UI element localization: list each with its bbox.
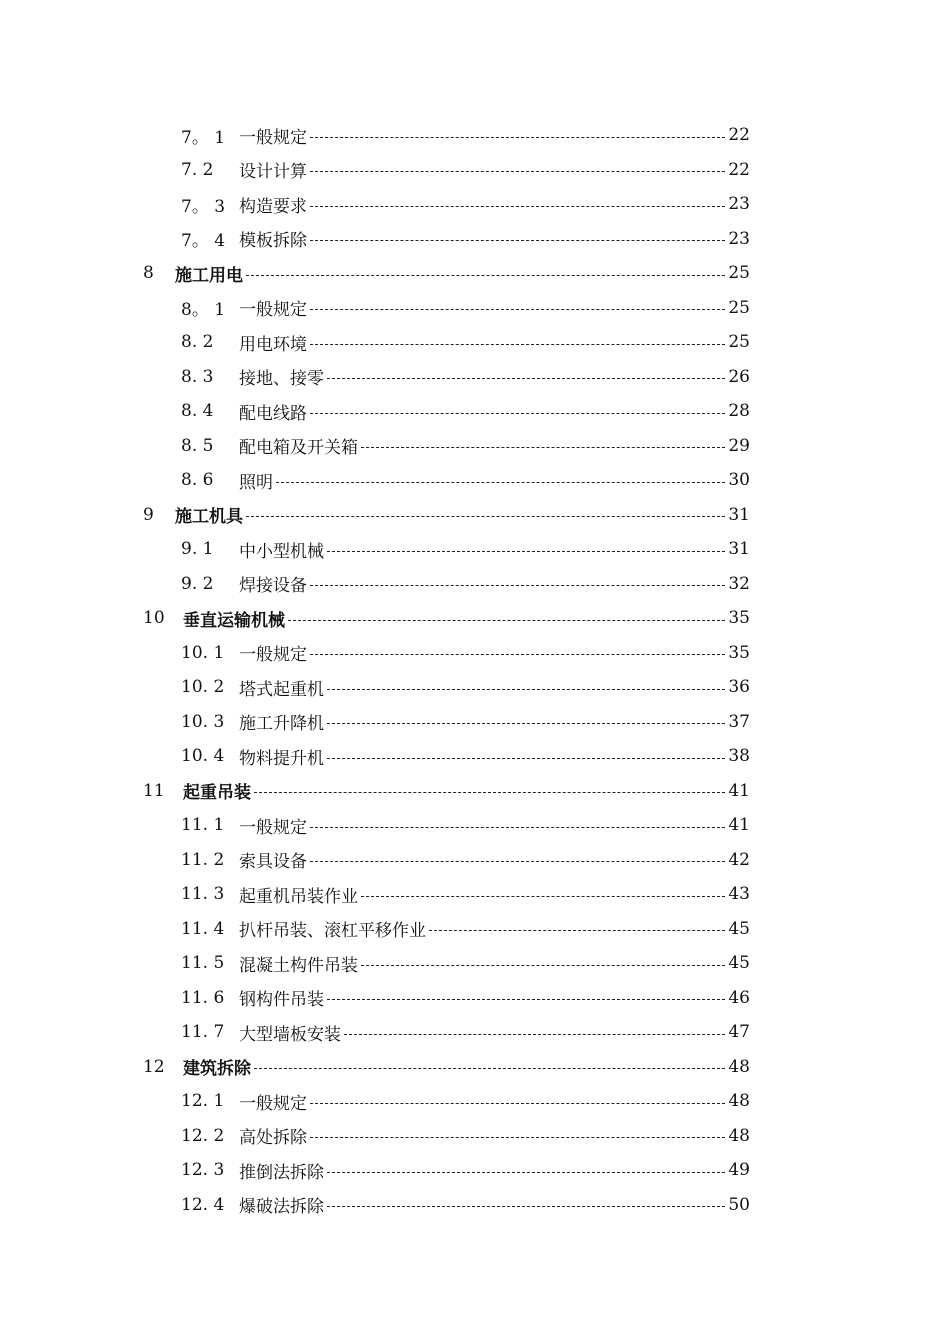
toc-entry-title: 一般规定 bbox=[239, 127, 307, 148]
toc-entry-number: 11. 1 bbox=[181, 815, 225, 836]
dot-leader bbox=[310, 240, 725, 241]
toc-entry-title: 起重吊装 bbox=[183, 783, 251, 804]
toc-entry-number: 12. 3 bbox=[181, 1160, 225, 1181]
toc-section-entry[interactable] bbox=[0, 912, 950, 947]
toc-entry-number: 7。 4 bbox=[181, 231, 226, 252]
toc-section-entry[interactable] bbox=[0, 567, 950, 602]
toc-section-entry[interactable] bbox=[0, 463, 950, 498]
toc-entry-title: 设计计算 bbox=[239, 162, 307, 183]
toc-entry-number: 10. 4 bbox=[181, 746, 225, 767]
dot-leader bbox=[310, 1103, 725, 1104]
toc-entry-title: 一般规定 bbox=[239, 645, 307, 666]
toc-section-entry[interactable] bbox=[0, 118, 950, 153]
toc-entry-title: 中小型机械 bbox=[239, 541, 324, 562]
toc-entry-page-number: 25 bbox=[728, 297, 750, 318]
toc-chapter-entry[interactable] bbox=[0, 774, 950, 809]
toc-entry-title: 物料提升机 bbox=[239, 748, 324, 769]
toc-entry-page-number: 42 bbox=[728, 849, 750, 870]
dot-leader bbox=[288, 620, 725, 621]
toc-section-entry[interactable] bbox=[0, 187, 950, 222]
toc-entry-page-number: 45 bbox=[728, 918, 750, 939]
toc-section-entry[interactable] bbox=[0, 291, 950, 326]
toc-entry-number: 7。 3 bbox=[181, 196, 226, 217]
toc-entry-number: 11. 4 bbox=[181, 918, 225, 939]
toc-entry-title: 扒杆吊装、滚杠平移作业 bbox=[239, 921, 426, 942]
toc-section-entry[interactable] bbox=[0, 739, 950, 774]
dot-leader bbox=[254, 792, 725, 793]
dot-leader bbox=[246, 516, 725, 517]
toc-entry-title: 施工用电 bbox=[175, 265, 243, 286]
toc-entry-page-number: 41 bbox=[728, 815, 750, 836]
dot-leader bbox=[246, 275, 725, 276]
toc-entry-number: 10. 2 bbox=[181, 677, 225, 698]
toc-section-entry[interactable] bbox=[0, 636, 950, 671]
toc-section-entry[interactable] bbox=[0, 222, 950, 257]
toc-entry-page-number: 22 bbox=[728, 159, 750, 180]
dot-leader bbox=[310, 206, 725, 207]
toc-entry-title: 一般规定 bbox=[239, 300, 307, 321]
toc-entry-number: 11. 2 bbox=[181, 849, 225, 870]
toc-section-entry[interactable] bbox=[0, 429, 950, 464]
toc-entry-number: 9. 2 bbox=[181, 573, 214, 594]
toc-entry-number: 7. 2 bbox=[181, 159, 214, 180]
toc-entry-number: 11. 7 bbox=[181, 1022, 225, 1043]
dot-leader bbox=[327, 689, 725, 690]
toc-entry-title: 用电环境 bbox=[239, 334, 307, 355]
toc-entry-title: 焊接设备 bbox=[239, 576, 307, 597]
toc-entry-number: 8. 3 bbox=[181, 366, 214, 387]
toc-entry-page-number: 30 bbox=[728, 470, 750, 491]
toc-entry-title: 施工升降机 bbox=[239, 714, 324, 735]
dot-leader bbox=[254, 1068, 725, 1069]
dot-leader bbox=[361, 447, 725, 448]
toc-section-entry[interactable] bbox=[0, 153, 950, 188]
toc-section-entry[interactable] bbox=[0, 670, 950, 705]
toc-entry-page-number: 22 bbox=[728, 125, 750, 146]
dot-leader bbox=[327, 758, 725, 759]
toc-entry-page-number: 45 bbox=[728, 953, 750, 974]
toc-entry-page-number: 50 bbox=[728, 1194, 750, 1215]
dot-leader bbox=[310, 137, 725, 138]
toc-entry-title: 起重机吊装作业 bbox=[239, 886, 358, 907]
toc-entry-page-number: 29 bbox=[728, 435, 750, 456]
dot-leader bbox=[327, 551, 725, 552]
toc-entry-number: 8. 6 bbox=[181, 470, 214, 491]
dot-leader bbox=[361, 965, 725, 966]
toc-section-entry[interactable] bbox=[0, 1153, 950, 1188]
toc-entry-page-number: 35 bbox=[728, 642, 750, 663]
toc-section-entry[interactable] bbox=[0, 1015, 950, 1050]
toc-section-entry[interactable] bbox=[0, 1084, 950, 1119]
toc-entry-number: 10. 1 bbox=[181, 642, 225, 663]
toc-entry-page-number: 43 bbox=[728, 884, 750, 905]
dot-leader bbox=[310, 344, 725, 345]
toc-entry-title: 模板拆除 bbox=[239, 231, 307, 252]
toc-entry-number: 8. 5 bbox=[181, 435, 214, 456]
dot-leader bbox=[429, 930, 725, 931]
dot-leader bbox=[310, 413, 725, 414]
toc-entry-number: 12. 1 bbox=[181, 1091, 225, 1112]
toc-entry-number: 8. 2 bbox=[181, 332, 214, 353]
toc-entry-page-number: 23 bbox=[728, 228, 750, 249]
dot-leader bbox=[310, 309, 725, 310]
toc-entry-page-number: 48 bbox=[728, 1125, 750, 1146]
toc-entry-title: 垂直运输机械 bbox=[183, 610, 285, 631]
toc-entry-number: 10 bbox=[143, 608, 165, 629]
dot-leader bbox=[310, 827, 725, 828]
toc-section-entry[interactable] bbox=[0, 1188, 950, 1223]
toc-entry-number: 7。 1 bbox=[181, 127, 226, 148]
toc-entry-page-number: 48 bbox=[728, 1091, 750, 1112]
toc-entry-title: 推倒法拆除 bbox=[239, 1162, 324, 1183]
dot-leader bbox=[327, 378, 725, 379]
dot-leader bbox=[310, 585, 725, 586]
toc-entry-page-number: 48 bbox=[728, 1056, 750, 1077]
toc-entry-number: 11. 6 bbox=[181, 987, 225, 1008]
toc-section-entry[interactable] bbox=[0, 360, 950, 395]
toc-entry-number: 11. 5 bbox=[181, 953, 225, 974]
toc-entry-page-number: 31 bbox=[728, 504, 750, 525]
toc-entry-number: 11 bbox=[143, 780, 165, 801]
toc-entry-number: 10. 3 bbox=[181, 711, 225, 732]
toc-entry-page-number: 38 bbox=[728, 746, 750, 767]
dot-leader bbox=[310, 171, 725, 172]
toc-entry-page-number: 36 bbox=[728, 677, 750, 698]
toc-entry-page-number: 37 bbox=[728, 711, 750, 732]
toc-entry-title: 大型墙板安装 bbox=[239, 1024, 341, 1045]
toc-entry-number: 12. 4 bbox=[181, 1194, 225, 1215]
dot-leader bbox=[327, 999, 725, 1000]
toc-entry-page-number: 41 bbox=[728, 780, 750, 801]
toc-entry-number: 9 bbox=[143, 504, 154, 525]
toc-entry-number: 9. 1 bbox=[181, 539, 214, 560]
toc-section-entry[interactable] bbox=[0, 1119, 950, 1154]
toc-entry-page-number: 28 bbox=[728, 401, 750, 422]
toc-entry-page-number: 35 bbox=[728, 608, 750, 629]
toc-section-entry[interactable] bbox=[0, 808, 950, 843]
toc-entry-title: 照明 bbox=[239, 472, 273, 493]
dot-leader bbox=[327, 723, 725, 724]
toc-chapter-entry[interactable] bbox=[0, 498, 950, 533]
toc-section-entry[interactable] bbox=[0, 705, 950, 740]
toc-entry-title: 高处拆除 bbox=[239, 1128, 307, 1149]
toc-section-entry[interactable] bbox=[0, 325, 950, 360]
toc-entry-page-number: 31 bbox=[728, 539, 750, 560]
toc-entry-title: 索具设备 bbox=[239, 852, 307, 873]
toc-entry-number: 8 bbox=[143, 263, 154, 284]
toc-section-entry[interactable] bbox=[0, 394, 950, 429]
toc-entry-page-number: 46 bbox=[728, 987, 750, 1008]
toc-entry-title: 接地、接零 bbox=[239, 369, 324, 390]
toc-entry-title: 一般规定 bbox=[239, 817, 307, 838]
toc-entry-title: 塔式起重机 bbox=[239, 679, 324, 700]
toc-entry-title: 配电箱及开关箱 bbox=[239, 438, 358, 459]
table-of-contents bbox=[0, 118, 950, 1222]
toc-entry-title: 建筑拆除 bbox=[183, 1059, 251, 1080]
toc-entry-title: 一般规定 bbox=[239, 1093, 307, 1114]
toc-entry-page-number: 23 bbox=[728, 194, 750, 215]
toc-entry-number: 8。 1 bbox=[181, 300, 226, 321]
toc-entry-title: 爆破法拆除 bbox=[239, 1197, 324, 1218]
toc-entry-page-number: 49 bbox=[728, 1160, 750, 1181]
dot-leader bbox=[276, 482, 725, 483]
dot-leader bbox=[327, 1206, 725, 1207]
toc-chapter-entry[interactable] bbox=[0, 1050, 950, 1085]
dot-leader bbox=[310, 654, 725, 655]
toc-entry-title: 配电线路 bbox=[239, 403, 307, 424]
toc-entry-number: 8. 4 bbox=[181, 401, 214, 422]
toc-entry-page-number: 25 bbox=[728, 263, 750, 284]
toc-entry-number: 12 bbox=[143, 1056, 165, 1077]
toc-section-entry[interactable] bbox=[0, 843, 950, 878]
toc-section-entry[interactable] bbox=[0, 946, 950, 981]
toc-section-entry[interactable] bbox=[0, 532, 950, 567]
dot-leader bbox=[361, 896, 725, 897]
toc-entry-page-number: 26 bbox=[728, 366, 750, 387]
toc-entry-page-number: 25 bbox=[728, 332, 750, 353]
toc-entry-page-number: 47 bbox=[728, 1022, 750, 1043]
toc-entry-page-number: 32 bbox=[728, 573, 750, 594]
toc-entry-number: 11. 3 bbox=[181, 884, 225, 905]
dot-leader bbox=[310, 861, 725, 862]
toc-entry-number: 12. 2 bbox=[181, 1125, 225, 1146]
toc-entry-title: 施工机具 bbox=[175, 507, 243, 528]
toc-chapter-entry[interactable] bbox=[0, 601, 950, 636]
dot-leader bbox=[310, 1137, 725, 1138]
dot-leader bbox=[344, 1034, 725, 1035]
toc-entry-title: 钢构件吊装 bbox=[239, 990, 324, 1011]
toc-section-entry[interactable] bbox=[0, 877, 950, 912]
toc-section-entry[interactable] bbox=[0, 981, 950, 1016]
toc-entry-title: 构造要求 bbox=[239, 196, 307, 217]
dot-leader bbox=[327, 1172, 725, 1173]
toc-entry-title: 混凝土构件吊装 bbox=[239, 955, 358, 976]
toc-chapter-entry[interactable] bbox=[0, 256, 950, 291]
